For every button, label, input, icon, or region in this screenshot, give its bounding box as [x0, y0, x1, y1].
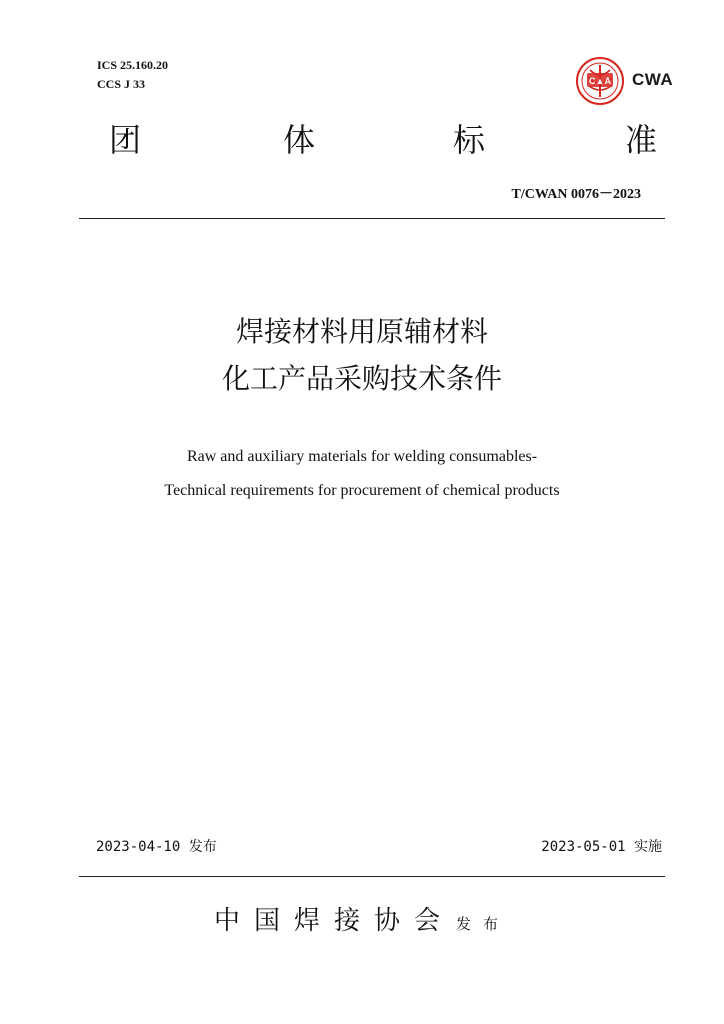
- title-cn-line1: 焊接材料用原辅材料: [235, 315, 488, 348]
- title-en-line1: Raw and auxiliary materials for welding consumables-: [186, 448, 538, 465]
- title-cn-line2: 化工产品采购技术条件: [221, 362, 502, 395]
- cwa-logo: [570, 56, 680, 106]
- ics-code: ICS 25.160.20: [97, 58, 169, 72]
- svg-text:C▲A: C▲A: [589, 76, 611, 86]
- cwa-emblem-icon: [570, 56, 630, 106]
- logo-text: CWA: [632, 70, 674, 89]
- issue-date: 2023-04-10 发布: [96, 839, 217, 855]
- title-en-line2: Technical requirements for procurement of chemical products: [164, 482, 560, 499]
- publisher-name: 中国焊接协会: [214, 906, 455, 936]
- standard-type-char: 标: [453, 121, 486, 159]
- top-divider: [79, 218, 665, 219]
- classification-codes: [97, 56, 168, 94]
- standard-type-char: 团: [109, 121, 142, 159]
- publisher: [214, 900, 510, 937]
- implementation-date: 2023-05-01 实施: [541, 839, 662, 855]
- standard-type-char: 体: [283, 121, 316, 159]
- standard-type-char: 准: [625, 121, 658, 159]
- standard-number: T/CWAN 0076－2023: [511, 187, 641, 202]
- ccs-code: CCS J 33: [97, 77, 146, 91]
- bottom-divider: [79, 876, 665, 877]
- publisher-suffix: 发布: [456, 915, 511, 933]
